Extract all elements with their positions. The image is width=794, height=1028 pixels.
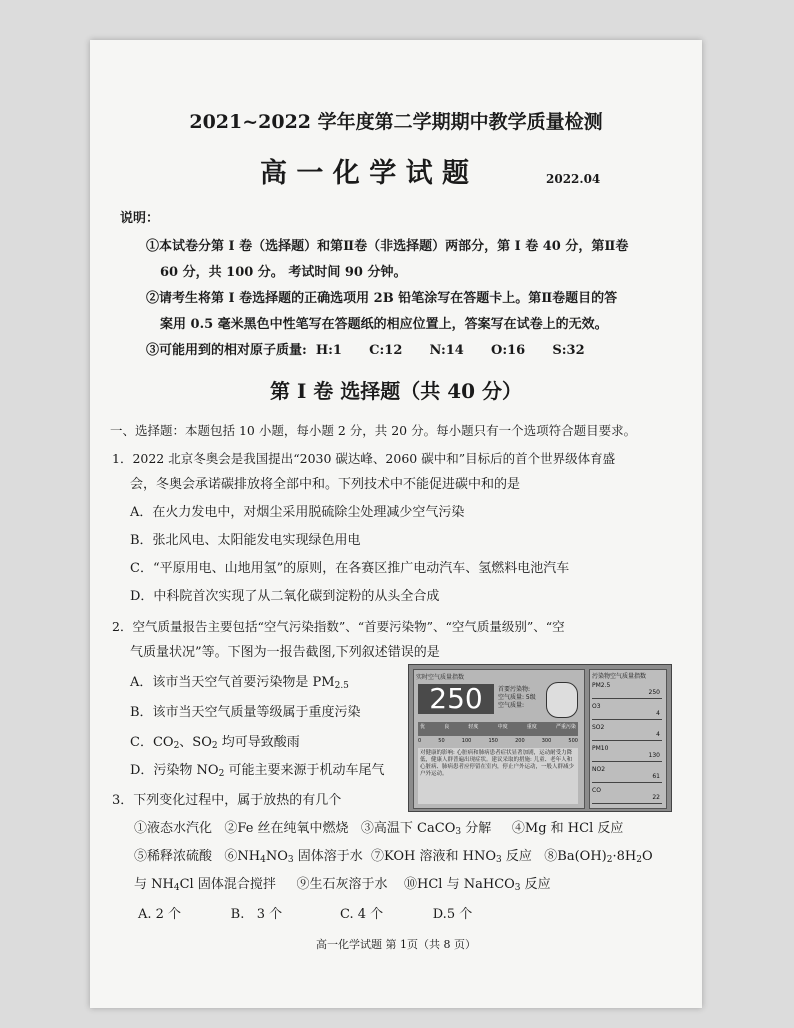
q3-line-1: ①液态水汽化 ②Fe 丝在纯氧中燃烧 ③高温下 CaCO$_3$ 分解 ④Mg 和 HCl 反应: [134, 821, 624, 837]
pollutant-row: SO2 4: [592, 722, 662, 741]
pollutant-row: NO2 61: [592, 764, 662, 783]
q2-stem-1: 2．空气质量报告主要包括“空气污染指数”、“首要污染物”、“空气质量级别”、“空: [112, 619, 565, 634]
mascot-icon: [546, 682, 578, 718]
q3-line-2: ⑤稀释浓硫酸 $⑥NH_4NO_3$ 固体溶于水 ⑦KOH 溶液和 $HNO_3$ 反应 $⑧Ba(OH)_2\cdot 8H_2O$: [134, 849, 653, 865]
q1-option-c: C．“平原用电、山地用氢”的原则，在各赛区推广电动汽车、氢燃料电池汽车: [130, 561, 570, 576]
pollutant-row: CO 22: [592, 785, 662, 804]
note-line-5: ③可能用到的相对原子质量: H:1 C:12 N:14 O:16 S:32: [146, 343, 585, 358]
aqi-report-image: [408, 664, 672, 812]
subject-title: 高 一 化 学 试 题: [260, 158, 469, 189]
pollutant-row: PM10 130: [592, 743, 662, 762]
section-title: 第 I 卷 选择题（共 40 分）: [269, 379, 522, 403]
note-line-2: 60 分，共 100 分。 考试时间 90 分钟。: [160, 265, 407, 280]
q3-line-3: 与 $NH_4Cl$ 固体混合搅拌 ⑨生石灰溶于水 ⑩HCl 与 NaHCO$_3$ 反应: [134, 877, 551, 893]
pollutant-row: O3 4: [592, 701, 662, 720]
q1-option-d: D．中科院首次实现了从二氧化碳到淀粉的从头全合成: [130, 589, 440, 604]
aqi-info: 首要污染物: 空气质量: 5级 空气质量:: [498, 686, 536, 709]
q1-stem-1: 1．2022 北京冬奥会是我国提出“2030 碳达峰、2060 碳中和”目标后的首个世界级体育盛: [112, 451, 616, 466]
q1-option-b: B．张北风电、太阳能发电实现绿色用电: [130, 533, 361, 548]
pollutant-row: PM2.5 250: [592, 680, 662, 699]
aqi-pollutant-panel: [589, 669, 667, 809]
aqi-header: 实时空气质量指数: [416, 674, 465, 681]
aqi-pollutant-header: 污染物空气质量指数: [592, 673, 647, 680]
q2-stem-2: 气质量状况”等。下图为一报告截图,下列叙述错误的是: [130, 645, 440, 660]
notes-label: 说明：: [120, 211, 160, 226]
exam-date: 2022.04: [546, 172, 601, 186]
note-line-1: ①本试卷分第 I 卷（选择题）和第Ⅱ卷（非选择题）两部分，第 I 卷 40 分，第Ⅱ卷: [146, 239, 629, 254]
aqi-health-text: 对健康的影响: 心脏病和肺病患者症状显著加剧，运动耐受力降低，健康人群普遍出现症状。建议采取的措施: 儿童、老年人和心脏病、肺病患者应停留在室内，停止户外运动，一般人群减少户外运动。: [418, 748, 578, 804]
aqi-main-panel: [413, 669, 585, 809]
q3-options: A. 2 个 B. 3 个 C. 4 个 D.5 个: [138, 907, 473, 922]
aqi-scale-bar: 优 良 轻度 中度 重度 严重污染: [418, 722, 578, 736]
q1-option-a: A．在火力发电中，对烟尘采用脱硫除尘处理减少空气污染: [130, 505, 465, 520]
note-line-4: 案用 0.5 毫米黑色中性笔写在答题纸的相应位置上，答案写在试卷上的无效。: [160, 317, 608, 332]
q1-stem-2: 会，冬奥会承诺碳排放将全部中和。下列技术中不能促进碳中和的是: [130, 477, 521, 492]
aqi-value: 250: [418, 684, 494, 714]
note-line-3: ②请考生将第 I 卷选择题的正确选项用 2B 铅笔涂写在答题卡上。第Ⅱ卷题目的答: [146, 291, 618, 306]
exam-title: 2021~2022 学年度第二学期期中教学质量检测: [189, 111, 603, 133]
section-intro: 一、选择题：本题包括 10 小题，每小题 2 分，共 20 分。每小题只有一个选项符合题目要求。: [110, 423, 637, 438]
page-footer: 高一化学试题 第 1页（共 8 页）: [316, 938, 476, 951]
q2-option-a: A．该市当天空气首要污染物是 $PM_{2.5}$: [130, 675, 349, 691]
q2-option-b: B．该市当天空气质量等级属于重度污染: [130, 705, 361, 720]
q3-stem: 3．下列变化过程中，属于放热的有几个: [112, 793, 342, 808]
q2-option-d: D．污染物 $NO_2$ 可能主要来源于机动车尾气: [130, 763, 385, 779]
aqi-scale-ticks: 0 50 100 150 200 300 500: [418, 738, 578, 744]
q2-option-c: C．$CO_2$、$SO_2$ 均可导致酸雨: [130, 735, 300, 751]
exam-page: [90, 40, 702, 1008]
